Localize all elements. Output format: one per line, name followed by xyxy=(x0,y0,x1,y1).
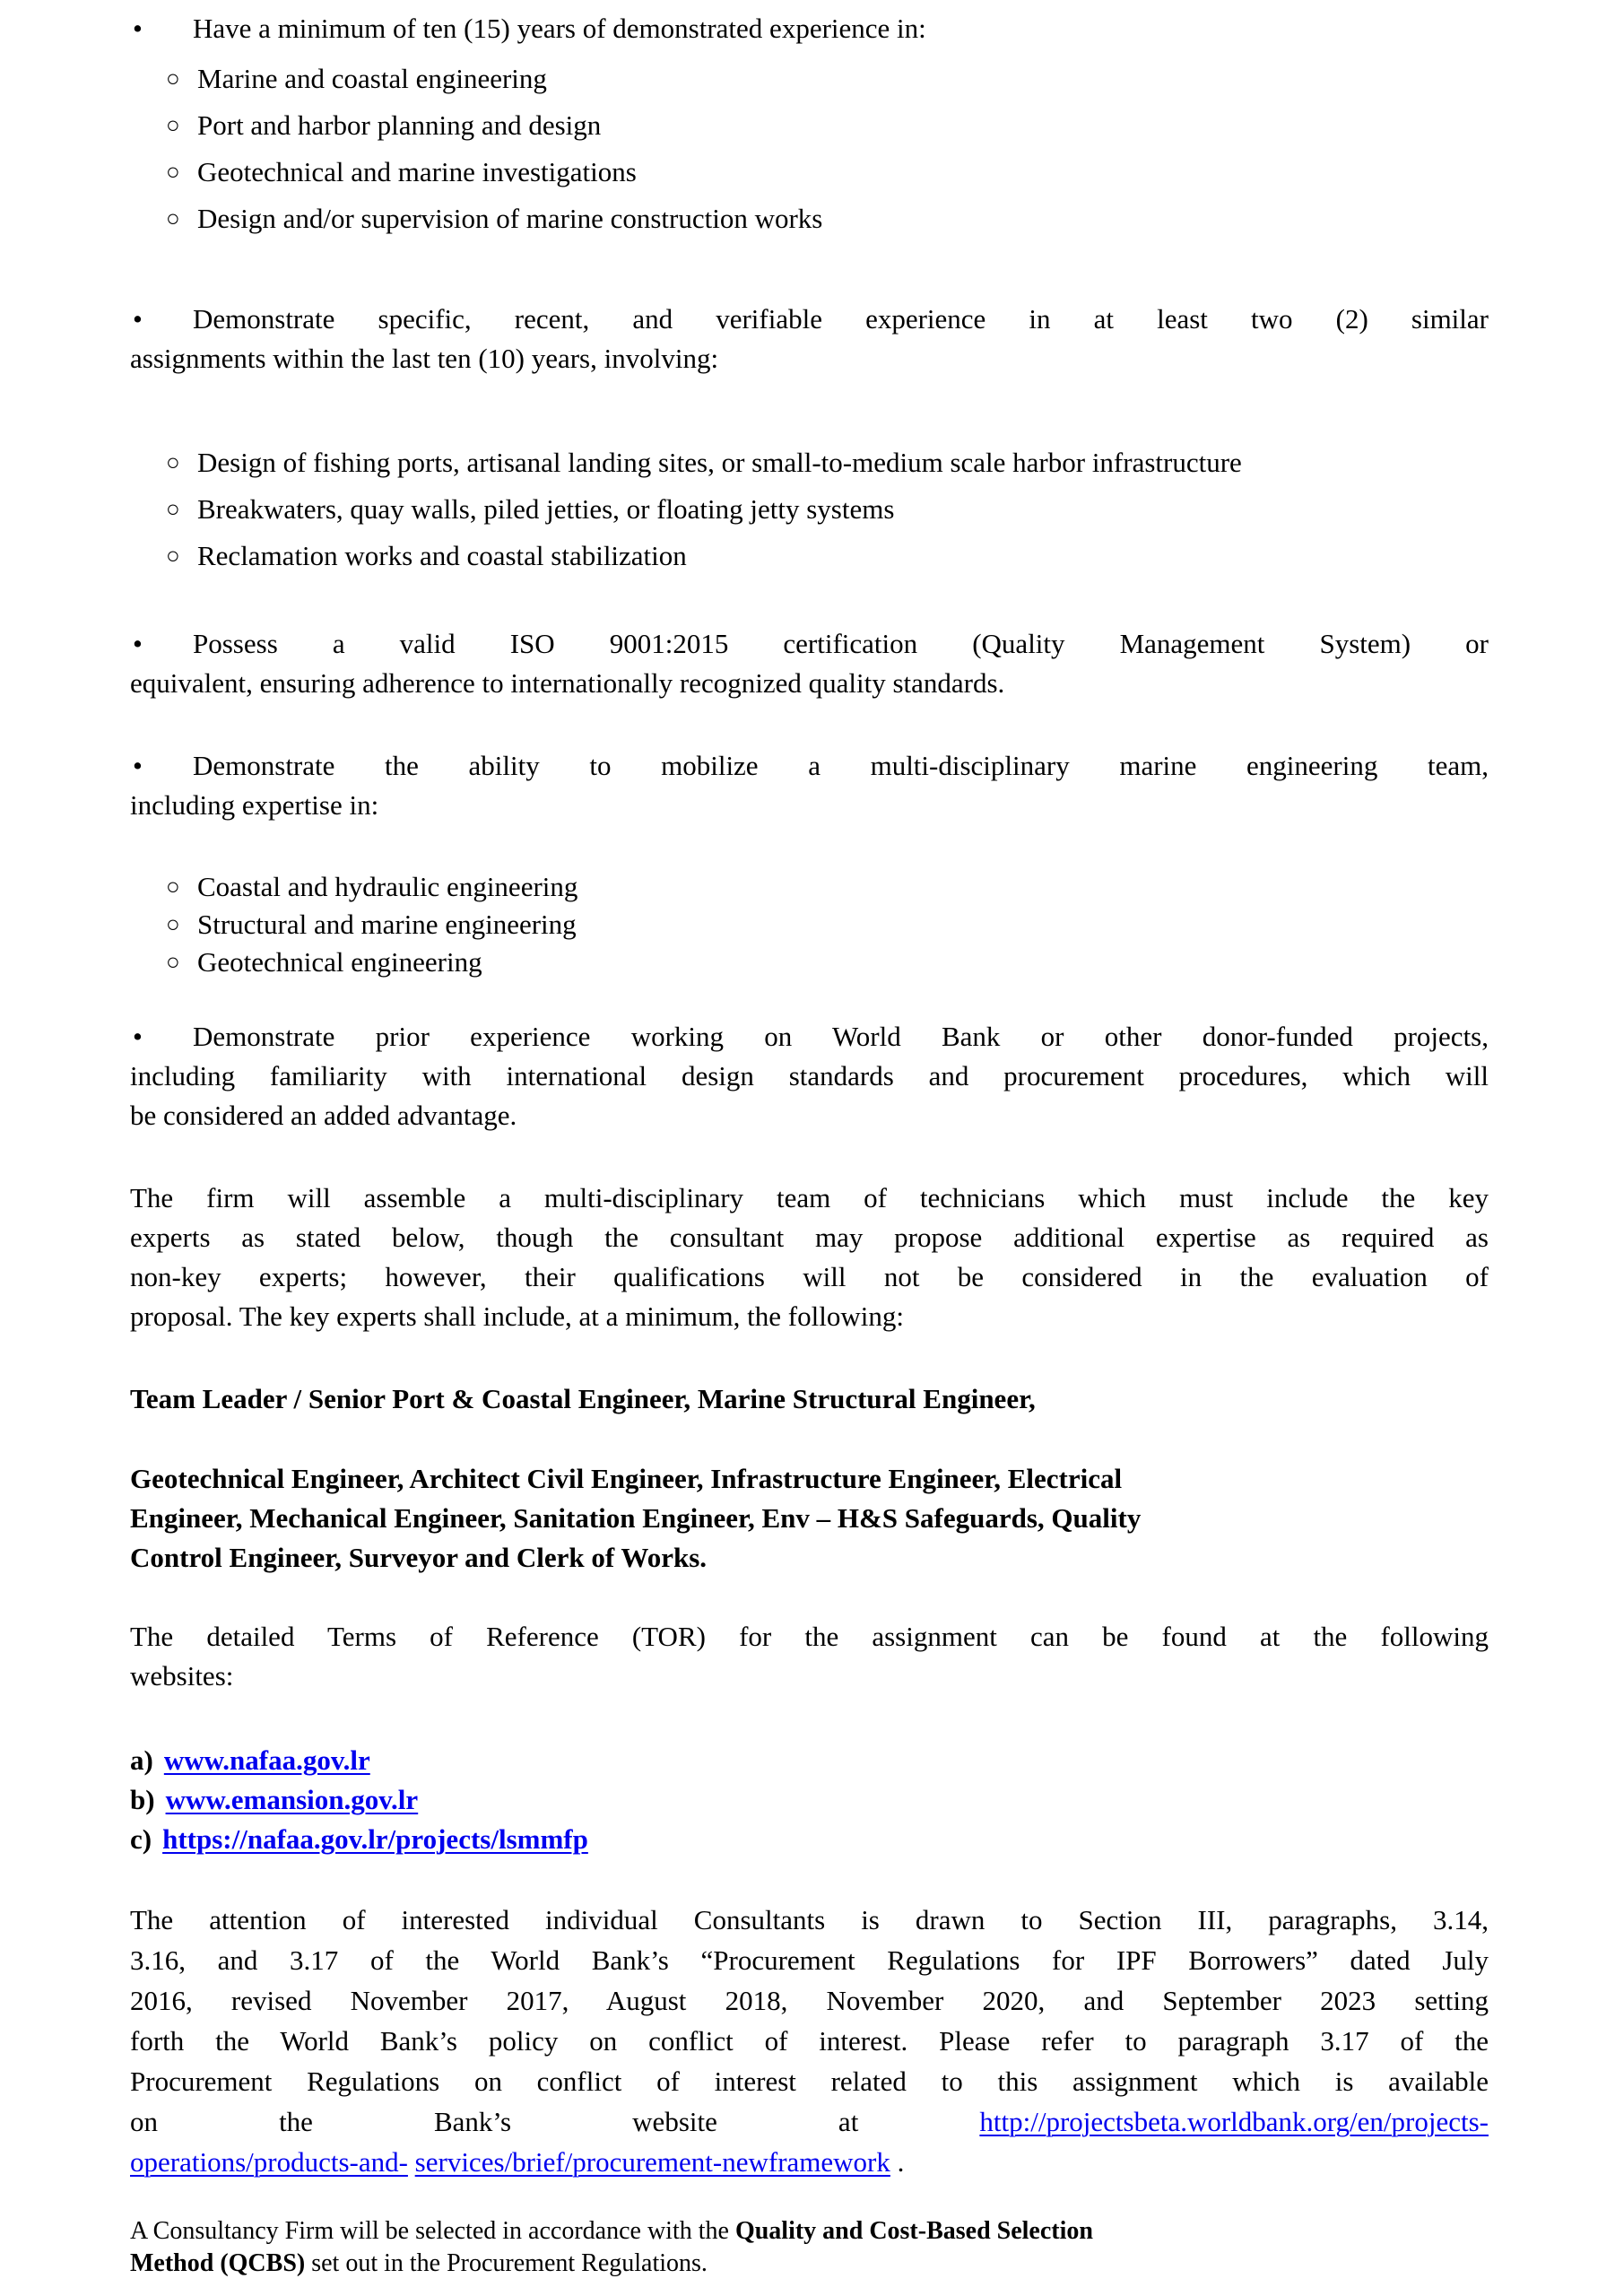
sub-bullet-list-assignment-types xyxy=(130,439,1489,579)
paragraph-line xyxy=(130,9,1489,48)
line-text: proposal. The key experts shall include, at a minimum, the following: xyxy=(130,1300,904,1332)
paragraph-line xyxy=(130,746,1489,786)
link-item xyxy=(130,1780,1489,1820)
line-text: Design of fishing ports, artisanal landing sites, or small-to-medium scale harbor infrastructure xyxy=(197,447,1242,478)
heading-line xyxy=(130,1499,1489,1538)
circle-bullet-icon: ○ xyxy=(166,449,180,475)
line-text: Demonstrate prior experience working on World Bank or other donor-funded projects, xyxy=(193,1021,1489,1052)
line-text: Reclamation works and coastal stabilization xyxy=(197,540,687,571)
list-item xyxy=(130,906,1489,944)
link-label: c) xyxy=(130,1823,152,1855)
paragraph-line xyxy=(130,624,1489,664)
line-text: 2016, revised November 2017, August 2018, November 2020, and September 2023 setting xyxy=(130,1985,1489,2016)
circle-bullet-icon: ○ xyxy=(166,874,180,900)
hyperlink-worldbank-part2[interactable]: operations/products-and- xyxy=(130,2146,408,2178)
hyperlink-emansion[interactable]: www.emansion.gov.lr xyxy=(165,1784,419,1815)
list-item xyxy=(130,486,1489,533)
paragraph-firm-team xyxy=(130,1178,1489,1336)
list-item xyxy=(130,196,1489,242)
hyperlink-nafaa[interactable]: www.nafaa.gov.lr xyxy=(163,1744,370,1776)
paragraph-attention xyxy=(130,1900,1489,2182)
line-text: Have a minimum of ten (15) years of demonstrated experience in: xyxy=(193,13,926,44)
circle-bullet-icon: ○ xyxy=(166,205,180,231)
bullet-icon: • xyxy=(133,750,143,781)
line-text: Geotechnical and marine investigations xyxy=(197,156,637,187)
line-text: on the Bank’s website at xyxy=(130,2106,980,2137)
line-text: experts as stated below, though the consultant may propose additional expertise as required as xyxy=(130,1222,1489,1253)
line-text: A Consultancy Firm will be selected in accordance with the xyxy=(130,2217,735,2245)
paragraph-line xyxy=(130,1096,1489,1135)
paragraph-line xyxy=(130,786,1489,825)
bullet-item-min-experience xyxy=(130,9,1489,48)
paragraph-line xyxy=(130,664,1489,703)
paragraph-line xyxy=(130,1297,1489,1336)
circle-bullet-icon: ○ xyxy=(166,496,180,522)
paragraph-line xyxy=(130,1257,1489,1297)
hyperlink-worldbank-part3[interactable]: services/brief/procurement-newframework xyxy=(414,2146,890,2178)
line-text: Geotechnical Engineer, Architect Civil Engineer, Infrastructure Engineer, Electrical xyxy=(130,1463,1123,1494)
line-text: The attention of interested individual Consultants is drawn to Section III, paragraphs, 3.14, xyxy=(130,1904,1489,1935)
line-text: Possess a valid ISO 9001:2015 certification (Quality Management System) or xyxy=(193,628,1489,659)
paragraph-line xyxy=(130,1980,1489,2021)
line-text-bold: Method (QCBS) xyxy=(130,2249,306,2277)
line-text: Breakwaters, quay walls, piled jetties, or floating jetty systems xyxy=(197,493,895,525)
line-text: Coastal and hydraulic engineering xyxy=(197,871,578,902)
line-text: set out in the Procurement Regulations. xyxy=(305,2249,708,2277)
paragraph-line xyxy=(130,1057,1489,1096)
bullet-icon: • xyxy=(133,13,143,44)
paragraph-line xyxy=(130,1178,1489,1218)
paragraph-line xyxy=(130,339,1489,378)
paragraph-line xyxy=(130,2101,1489,2142)
sub-bullet-list-experience-areas xyxy=(130,56,1489,242)
circle-bullet-icon: ○ xyxy=(166,112,180,138)
line-text: including familiarity with international design standards and procurement procedures, which will xyxy=(130,1060,1489,1091)
line-text: Control Engineer, Surveyor and Clerk of Works. xyxy=(130,1542,708,1573)
line-text: Geotechnical engineering xyxy=(197,946,482,978)
heading-line xyxy=(130,1459,1489,1499)
heading-key-experts-line1 xyxy=(130,1379,1489,1419)
circle-bullet-icon: ○ xyxy=(166,949,180,975)
line-text: including expertise in: xyxy=(130,789,379,821)
paragraph-line xyxy=(130,1900,1489,1940)
line-text: Team Leader / Senior Port & Coastal Engineer, Marine Structural Engineer, xyxy=(130,1383,1036,1414)
link-item xyxy=(130,1741,1489,1780)
line-text: . xyxy=(890,2146,905,2178)
paragraph-line xyxy=(130,2021,1489,2061)
circle-bullet-icon: ○ xyxy=(166,911,180,937)
hyperlink-worldbank-part1[interactable]: http://projectsbeta.worldbank.org/en/projects- xyxy=(979,2106,1489,2137)
heading-key-experts-line2 xyxy=(130,1459,1489,1578)
paragraph-tor xyxy=(130,1617,1489,1696)
bullet-icon: • xyxy=(133,1021,143,1052)
line-text: Demonstrate the ability to mobilize a multi-disciplinary marine engineering team, xyxy=(193,750,1489,781)
heading-line xyxy=(130,1379,1489,1419)
bullet-item-similar-assignments xyxy=(130,300,1489,378)
list-item xyxy=(130,533,1489,579)
paragraph-line xyxy=(130,1017,1489,1057)
line-text: Procurement Regulations on conflict of interest related to this assignment which is available xyxy=(130,2066,1489,2097)
line-text: Engineer, Mechanical Engineer, Sanitation Engineer, Env – H&S Safeguards, Quality xyxy=(130,1502,1142,1534)
paragraph-line xyxy=(130,2215,1489,2248)
paragraph-line xyxy=(130,1617,1489,1657)
link-label: b) xyxy=(130,1784,155,1815)
line-text: Demonstrate specific, recent, and verifiable experience in at least two (2) similar xyxy=(193,303,1489,335)
bullet-item-iso-certification xyxy=(130,624,1489,703)
paragraph-line xyxy=(130,2248,1489,2280)
bullet-item-team-mobilization xyxy=(130,746,1489,825)
circle-bullet-icon: ○ xyxy=(166,65,180,91)
circle-bullet-icon: ○ xyxy=(166,543,180,569)
bullet-item-world-bank-experience xyxy=(130,1017,1489,1135)
paragraph-line xyxy=(130,2061,1489,2101)
website-links-list xyxy=(130,1741,1489,1859)
link-label: a) xyxy=(130,1744,153,1776)
bullet-icon: • xyxy=(133,628,143,659)
hyperlink-nafaa-projects[interactable]: https://nafaa.gov.lr/projects/lsmmfp xyxy=(162,1823,588,1855)
list-item xyxy=(130,944,1489,981)
list-item xyxy=(130,102,1489,149)
list-item xyxy=(130,868,1489,906)
list-item xyxy=(130,149,1489,196)
list-item xyxy=(130,439,1489,486)
paragraph-qcbs xyxy=(130,2215,1489,2280)
line-text: The firm will assemble a multi-disciplinary team of technicians which must include the key xyxy=(130,1182,1489,1213)
paragraph-line xyxy=(130,1218,1489,1257)
line-text: be considered an added advantage. xyxy=(130,1100,517,1131)
line-text: Port and harbor planning and design xyxy=(197,109,602,141)
bullet-icon: • xyxy=(133,303,143,335)
line-text: forth the World Bank’s policy on conflict of interest. Please refer to paragraph 3.17 of the xyxy=(130,2025,1489,2057)
circle-bullet-icon: ○ xyxy=(166,159,180,185)
line-text: assignments within the last ten (10) years, involving: xyxy=(130,343,719,374)
list-item xyxy=(130,56,1489,102)
heading-line xyxy=(130,1538,1489,1578)
line-text: The detailed Terms of Reference (TOR) for the assignment can be found at the following xyxy=(130,1621,1489,1652)
sub-bullet-list-expertise xyxy=(130,868,1489,981)
paragraph-line xyxy=(130,300,1489,339)
line-text: equivalent, ensuring adherence to internationally recognized quality standards. xyxy=(130,667,1005,699)
link-item xyxy=(130,1820,1489,1859)
paragraph-line xyxy=(130,1940,1489,1980)
paragraph-line xyxy=(130,2142,1489,2182)
line-text: 3.16, and 3.17 of the World Bank’s “Procurement Regulations for IPF Borrowers” dated July xyxy=(130,1944,1489,1976)
line-text: Structural and marine engineering xyxy=(197,909,577,940)
line-text: websites: xyxy=(130,1660,234,1692)
line-text-bold: Quality and Cost-Based Selection xyxy=(734,2217,1093,2245)
line-text: Marine and coastal engineering xyxy=(197,63,547,94)
line-text: non-key experts; however, their qualifications will not be considered in the evaluation of xyxy=(130,1261,1489,1292)
line-text: Design and/or supervision of marine construction works xyxy=(197,203,823,234)
paragraph-line xyxy=(130,1657,1489,1696)
